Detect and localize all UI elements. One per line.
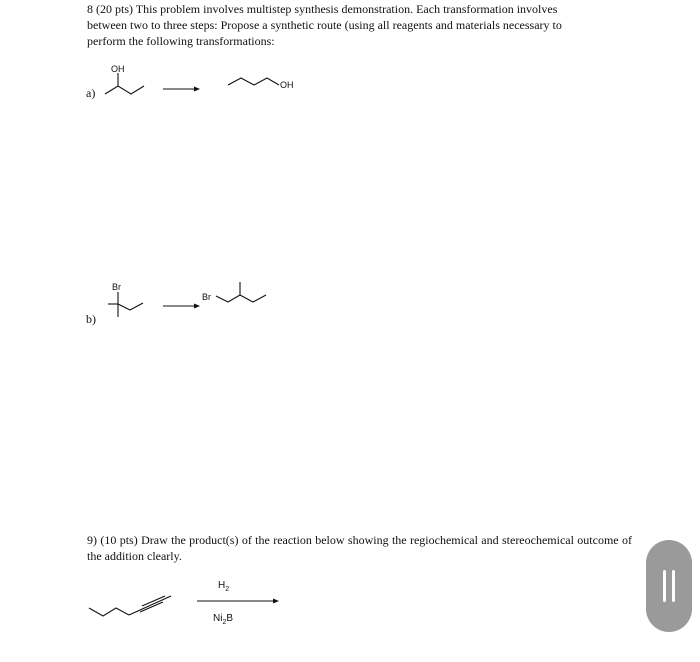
scroll-handle[interactable] xyxy=(646,540,692,632)
part-b-label: b) xyxy=(86,312,96,326)
question-8-text: 8 (20 pts) This problem involves multistep synthesis demonstration. Each transformation involves between two to three steps: Propose a synthetic route (using all reagents and materials necessary to perform the following transformations: xyxy=(87,2,562,48)
grip-lines-icon xyxy=(672,570,675,602)
part-a-product-chain xyxy=(228,78,279,85)
part-a-product-structure xyxy=(225,70,305,100)
h2-symbol: H xyxy=(218,580,226,591)
part-b-product-structure xyxy=(200,278,275,308)
part-a-reactant-oh: OH xyxy=(111,64,125,74)
grip-lines-icon xyxy=(663,570,666,602)
part-a-reactant-chain xyxy=(105,86,144,94)
question-9-alkyl-chain xyxy=(89,608,129,616)
b-symbol: B xyxy=(226,613,234,624)
h2-subscript: 2 xyxy=(225,586,230,593)
question-9-triple-bond-lower xyxy=(140,602,163,612)
question-9-reagent-above xyxy=(218,580,229,593)
part-a-label: a) xyxy=(86,86,96,100)
part-b-product-chain xyxy=(216,295,266,302)
question-9-alkyne-structure xyxy=(85,590,180,625)
part-a-reaction-arrow xyxy=(163,84,203,94)
part-b-reactant-ethyl xyxy=(118,303,143,310)
question-9-reagent-below xyxy=(213,613,233,626)
ni-symbol: Ni xyxy=(213,613,223,624)
question-9-reaction-arrow xyxy=(197,596,287,606)
part-a-product-oh: OH xyxy=(280,80,294,90)
part-a-reactant-structure xyxy=(100,60,160,100)
part-b-product-br: Br xyxy=(202,292,211,302)
part-b-reactant-structure xyxy=(100,280,160,325)
part-b-reaction-arrow xyxy=(163,301,203,311)
question-9-triple-bond-center xyxy=(129,596,171,615)
part-b-reactant-br: Br xyxy=(112,282,121,292)
ni2-subscript: 2 xyxy=(222,619,227,626)
question-9-text: 9) (10 pts) Draw the product(s) of the reaction below showing the regiochemical and stereochemical outcome of the addition clearly. xyxy=(87,533,632,563)
